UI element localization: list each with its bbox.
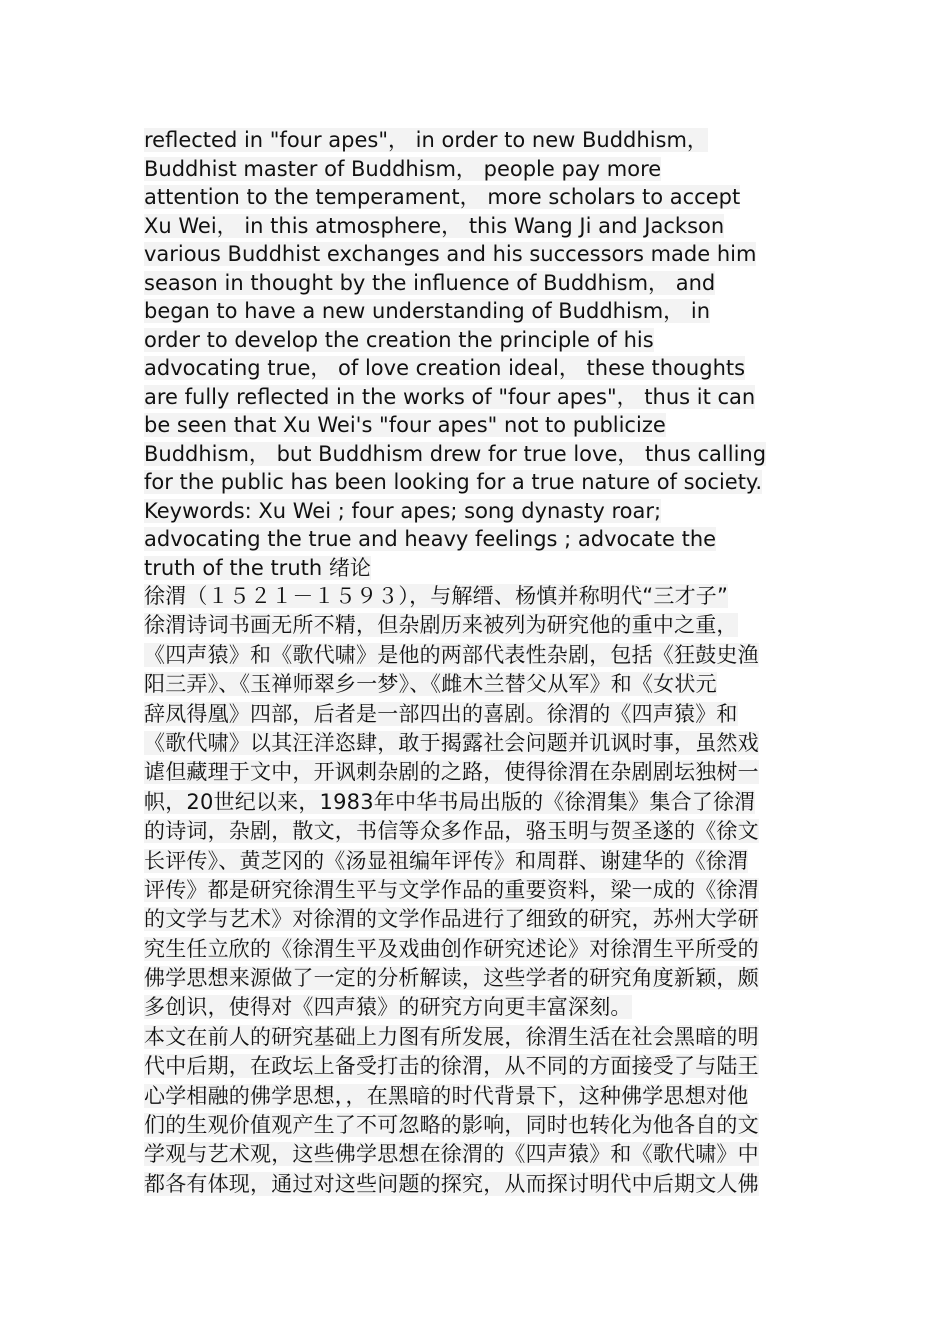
- text-line-content: 徐渭诗词书画无所不精，但杂剧历来被列为研究他的重中之重，: [144, 613, 738, 638]
- text-line: [144, 326, 814, 355]
- text-line: [144, 354, 814, 383]
- text-line: [144, 1111, 814, 1140]
- text-line: [144, 212, 814, 241]
- text-line: [144, 700, 814, 729]
- text-line: [144, 269, 814, 298]
- text-line-content: Keywords: Xu Wei ; four apes; song dynasty roar;: [144, 498, 662, 523]
- text-line-content: advocating true， of love creation ideal， these thoughts: [144, 356, 746, 380]
- abstract-english: [144, 126, 814, 582]
- text-line: [144, 964, 814, 993]
- text-line-content: 帜，20世纪以来，1983年中华书局出版的《徐渭集》集合了徐渭: [144, 789, 756, 814]
- text-line-content: truth of the truth 绪论: [144, 555, 371, 580]
- text-line-content: 徐渭（１５２１－１５９３），与解缙、杨慎并称明代“三才子”: [144, 584, 729, 608]
- text-line-content: 《四声猿》和《歌代啸》是他的两部代表性杂剧，包括《狂鼓史渔: [144, 642, 759, 667]
- text-line-content: are fully reflected in the works of "four apes"， thus it can: [144, 384, 756, 409]
- text-line-content: 多创识，使得对《四声猿》的研究方向更丰富深刻。: [144, 995, 632, 1020]
- text-line: [144, 297, 814, 326]
- text-line: [144, 411, 814, 440]
- text-line-content: 究生任立欣的《徐渭生平及戏曲创作研究述论》对徐渭生平所受的: [144, 936, 759, 961]
- text-line: [144, 155, 814, 184]
- text-line: [144, 240, 814, 269]
- text-line: [144, 993, 814, 1022]
- text-line-content: 阳三弄》、《玉禅师翠乡一梦》、《雌木兰替父从军》和《女状元: [144, 672, 717, 697]
- document-body: [144, 126, 814, 1199]
- text-line-content: season in thought by the influence of Buddhism， and: [144, 270, 716, 295]
- text-line-content: 长评传》、黄芝冈的《汤显祖编年评传》和周群、谢建华的《徐渭: [144, 848, 749, 873]
- text-line: [144, 440, 814, 469]
- text-line: [144, 788, 814, 817]
- text-line: [144, 876, 814, 905]
- text-line-content: for the public has been looking for a true nature of society.: [144, 470, 763, 494]
- text-line-content: 评传》都是研究徐渭生平与文学作品的重要资料，梁一成的《徐渭: [144, 877, 759, 902]
- text-line: [144, 183, 814, 212]
- text-line: [144, 847, 814, 876]
- text-line: [144, 729, 814, 758]
- text-line: [144, 383, 814, 412]
- text-line-content: Buddhist master of Buddhism， people pay more: [144, 156, 662, 181]
- text-line-content: began to have a new understanding of Buddhism， in: [144, 299, 711, 323]
- text-line-content: 本文在前人的研究基础上力图有所发展，徐渭生活在社会黑暗的明: [144, 1024, 759, 1049]
- text-line-content: advocating the true and heavy feelings ; advocate the: [144, 527, 717, 551]
- text-line-content: be seen that Xu Wei's "four apes" not to publicize: [144, 413, 666, 437]
- text-line-content: 谑但藏理于文中，开讽刺杂剧的之路，使得徐渭在杂剧剧坛独树一: [144, 760, 759, 785]
- text-line-content: 的文学与艺术》对徐渭的文学作品进行了细致的研究，苏州大学研: [144, 907, 759, 932]
- text-line: [144, 1140, 814, 1169]
- text-line: [144, 1170, 814, 1199]
- text-line: [144, 817, 814, 846]
- text-line: [144, 1082, 814, 1111]
- text-line-content: Xu Wei， in this atmosphere， this Wang Ji and Jackson: [144, 213, 725, 238]
- text-line-content: order to develop the creation the principle of his: [144, 327, 654, 352]
- text-line-content: 辞凤得凰》四部，后者是一部四出的喜剧。徐渭的《四声猿》和: [144, 701, 738, 726]
- text-line-content: various Buddhist exchanges and his successors made him: [144, 242, 757, 266]
- text-line: [144, 1023, 814, 1052]
- text-line-content: 《歌代啸》以其汪洋恣肆，敢于揭露社会问题并讥讽时事，虽然戏: [144, 730, 759, 755]
- text-line: [144, 525, 814, 554]
- introduction-chinese: [144, 582, 814, 1199]
- text-line: [144, 935, 814, 964]
- text-line: [144, 905, 814, 934]
- text-line-content: 的诗词，杂剧，散文，书信等众多作品，骆玉明与贺圣遂的《徐文: [144, 819, 759, 844]
- text-line-content: 佛学思想来源做了一定的分析解读，这些学者的研究角度新颖，颇: [144, 966, 759, 991]
- text-line-content: 心学相融的佛学思想，，在黑暗的时代背景下，这种佛学思想对他: [144, 1083, 749, 1108]
- text-line: [144, 554, 814, 583]
- text-line-content: 学观与艺术观，这些佛学思想在徐渭的《四声猿》和《歌代啸》中: [144, 1142, 759, 1167]
- text-line-content: 都各有体现，通过对这些问题的探究，从而探讨明代中后期文人佛: [144, 1171, 759, 1196]
- text-line: [144, 758, 814, 787]
- text-line: [144, 611, 814, 640]
- text-line: [144, 641, 814, 670]
- text-line-content: 们的生观价值观产生了不可忽略的影响，同时也转化为他各自的文: [144, 1113, 759, 1138]
- text-line: [144, 497, 814, 526]
- text-line-content: 代中后期，在政坛上备受打击的徐渭，从不同的方面接受了与陆王: [144, 1054, 759, 1079]
- text-line: [144, 582, 814, 611]
- text-line-content: reflected in "four apes"， in order to new Buddhism，: [144, 128, 708, 152]
- text-line: [144, 126, 814, 155]
- text-line: [144, 468, 814, 497]
- text-line: [144, 670, 814, 699]
- text-line: [144, 1052, 814, 1081]
- text-line-content: attention to the temperament， more scholars to accept: [144, 185, 741, 209]
- text-line-content: Buddhism， but Buddhism drew for true love， thus calling: [144, 441, 767, 466]
